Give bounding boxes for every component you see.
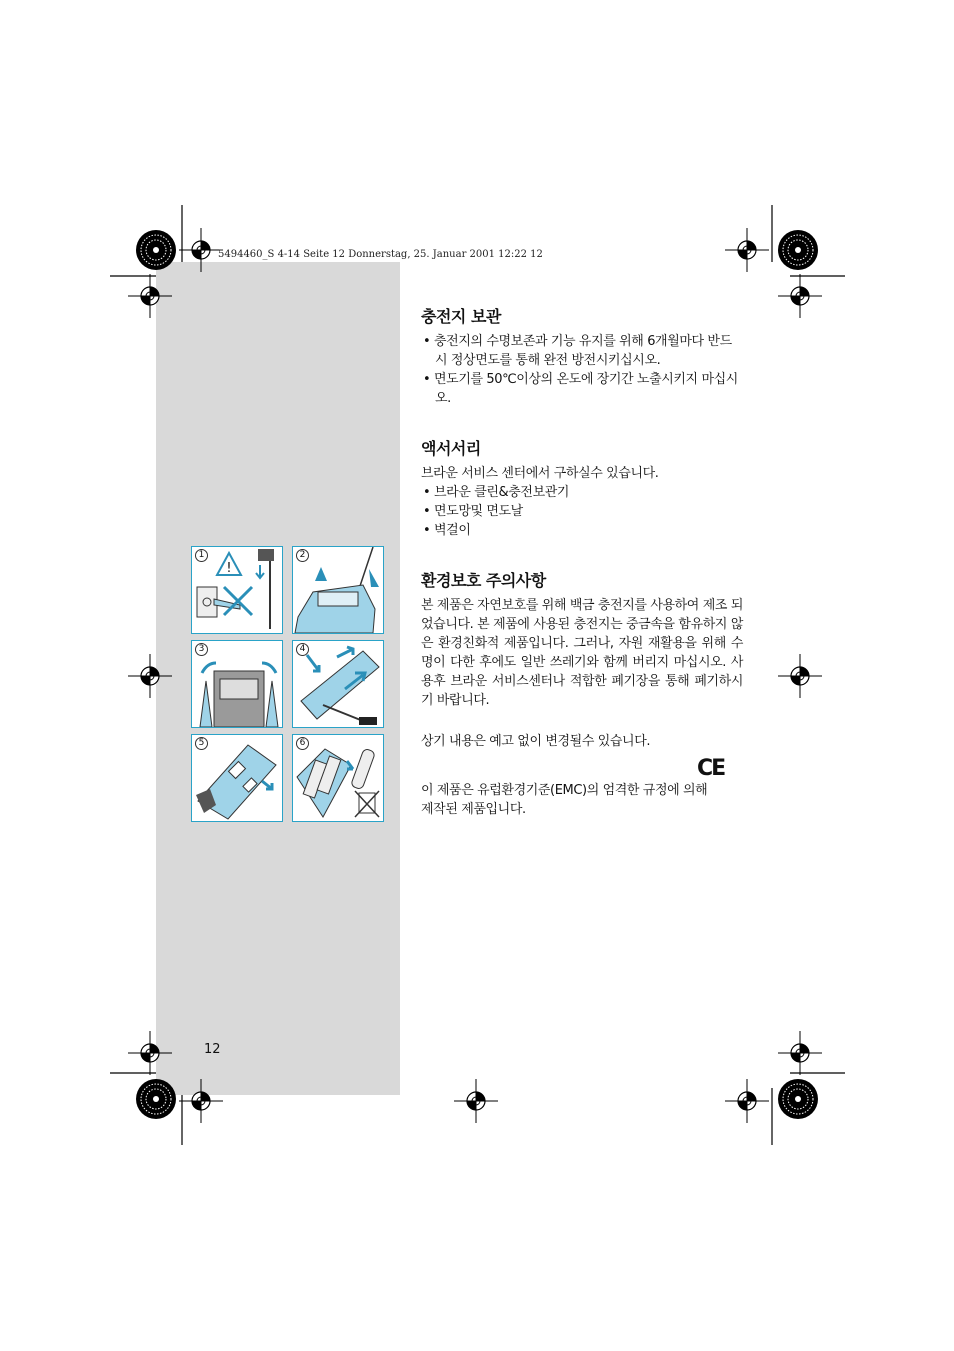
figure-3: [191, 640, 283, 728]
content-column: [421, 304, 743, 819]
accessories-title: 액서서리: [421, 439, 481, 458]
figure-number: 3: [195, 643, 208, 656]
figure-4: [292, 640, 384, 728]
ce-mark: CE: [697, 756, 725, 781]
figure-number: 4: [296, 643, 309, 656]
storage-section: [421, 304, 743, 408]
environment-title: 환경보호 주의사항: [421, 571, 546, 590]
figure-number: 2: [296, 549, 309, 562]
figure-number: 5: [195, 737, 208, 750]
storage-title: 충전지 보관: [421, 307, 501, 326]
figure-number: 6: [296, 737, 309, 750]
print-header: 5494460_S 4-14 Seite 12 Donnerstag, 25. Januar 2001 12:22 12: [218, 249, 543, 260]
storage-bullet: • 면도기를 50℃이상의 온도에 장기간 노출시키지 마십시오.: [423, 372, 738, 406]
figure-number: 1: [195, 549, 208, 562]
page-number: 12: [204, 1042, 221, 1057]
svg-text:!: !: [226, 561, 232, 576]
accessories-bullet: • 브라운 클린&충전보관기: [423, 485, 570, 500]
figure-5: [191, 734, 283, 822]
storage-bullet: • 충전지의 수명보존과 기능 유지를 위해 6개월마다 반드시 정상면도를 통해 완전 방전시키십시오.: [423, 334, 732, 368]
figure-6: [292, 734, 384, 822]
figure-2: [292, 546, 384, 634]
environment-body: 본 제품은 자연보호를 위해 백금 충전지를 사용하여 제조 되었습니다. 본 제품에 사용된 충전지는 중금속을 함유하지 않은 환경친화적 제품입니다. 그러나, 자원 재활용을 위해 수명이 다한 후에도 일반 쓰레기와 함께 버리지 마십시오. 사용후 브라운 서비스센터나 적합한 폐기장을 통해 폐기하시기 바랍니다.: [421, 598, 743, 708]
notice-text: 상기 내용은 예고 없이 변경될수 있습니다.: [421, 734, 651, 749]
environment-section: [421, 568, 743, 710]
emc-text: 이 제품은 유럽환경기준(EMC)의 엄격한 규정에 의해 제작된 제품입니다.: [421, 783, 708, 817]
figure-1: [191, 546, 283, 634]
accessories-intro: 브라운 서비스 센터에서 구하실수 있습니다.: [421, 466, 659, 481]
accessories-section: [421, 436, 743, 540]
accessories-bullet: • 벽걸이: [423, 523, 471, 538]
accessories-bullet: • 면도망및 면도날: [423, 504, 523, 519]
